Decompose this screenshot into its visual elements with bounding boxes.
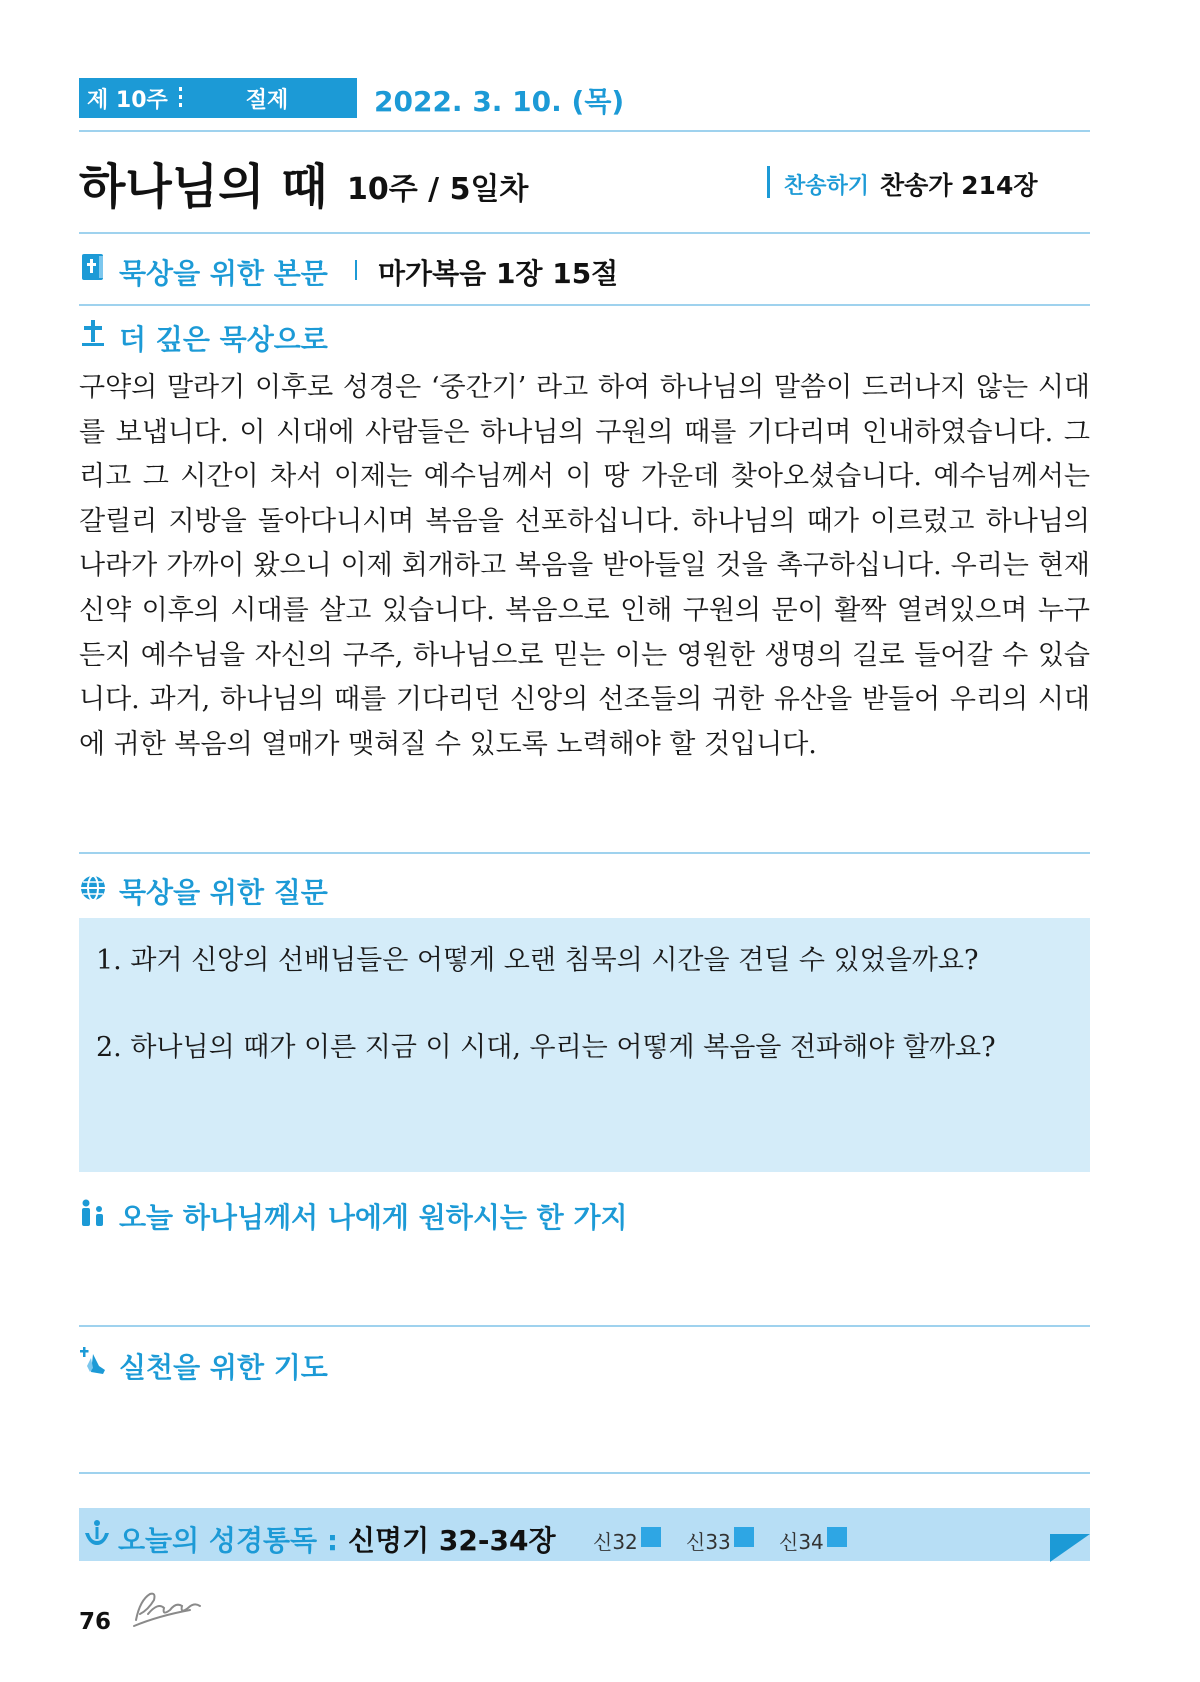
passage-label: 묵상을 위한 본문 bbox=[119, 257, 328, 290]
season-label: 절제 bbox=[245, 87, 289, 113]
reading-check-label: 신34 bbox=[779, 1530, 824, 1554]
people-icon bbox=[79, 1198, 107, 1228]
divider bbox=[79, 232, 1090, 234]
divider bbox=[79, 304, 1090, 306]
page-title: 하나님의 때 bbox=[79, 159, 328, 215]
questions-box bbox=[79, 918, 1090, 1172]
question-item: 1. 과거 신앙의 선배님들은 어떻게 오랜 침묵의 시간을 견딜 수 있었을까요? bbox=[96, 945, 979, 976]
divider bbox=[79, 130, 1090, 132]
corner-fold-icon bbox=[1050, 1534, 1090, 1562]
reading-label: 오늘의 성경통독 : bbox=[118, 1524, 339, 1557]
meditation-text: 구약의 말라기 이후로 성경은 ‘중간기’ 라고 하여 하나님의 말씀이 드러나지 않는 시대를 보냅니다. 이 시대에 사람들은 하나님의 구원의 때를 기다리며 인내하였습니다. 그리고 그 시간이 차서 이제는 예수님께서 이 땅 가운데 찾아오셨습니다. 예수님께서는 갈릴리 지방을 돌아다니시며 복음을 선포하십니다. 하나님의 때가 이르렀고 하나님의 나라가 가까이 왔으니 이제 회개하고 복음을 받아들일 것을 촉구하십니다. 우리는 현재 신약 이후의 시대를 살고 있습니다. 복음으로 인해 구원의 문이 활짝 열려있으며 누구든지 예수님을 자신의 구주, 하나님으로 믿는 이는 영원한 생명의 길로 들어갈 수 있습니다. 과거, 하나님의 때를 기다리던 신앙의 선조들의 귀한 유산을 받들어 우리의 시대에 귀한 복음의 열매가 맺혀질 수 있도록 노력해야 할 것입니다. bbox=[79, 372, 1090, 760]
question-item: 2. 하나님의 때가 이른 지금 이 시대, 우리는 어떻게 복음을 전파해야 할까요? bbox=[96, 1032, 996, 1063]
passage-divider bbox=[355, 260, 357, 280]
hymn-label: 찬송하기 bbox=[784, 174, 870, 199]
passage-reference: 마가복음 1장 15절 bbox=[378, 257, 619, 290]
questions-label: 묵상을 위한 질문 bbox=[119, 876, 328, 909]
divider bbox=[79, 1472, 1090, 1474]
signature-logo bbox=[128, 1580, 208, 1634]
reading-checkbox[interactable] bbox=[827, 1527, 847, 1547]
praying-hands-icon bbox=[79, 1346, 107, 1376]
globe-icon bbox=[79, 873, 107, 903]
reading-checkbox[interactable] bbox=[641, 1527, 661, 1547]
reading-value: 신명기 32-34장 bbox=[348, 1524, 556, 1557]
date-label: 2022. 3. 10. (목) bbox=[374, 85, 625, 118]
hymn-value: 찬송가 214장 bbox=[880, 171, 1038, 200]
week-badge bbox=[79, 78, 357, 118]
divider bbox=[79, 852, 1090, 854]
week-label: 제 10주 bbox=[87, 87, 168, 113]
cross-icon bbox=[79, 318, 107, 348]
hymn-divider bbox=[767, 166, 770, 198]
reading-check-label: 신32 bbox=[593, 1530, 638, 1554]
page-subtitle: 10주 / 5일차 bbox=[347, 172, 529, 207]
meditation-label: 더 깊은 묵상으로 bbox=[119, 323, 328, 356]
dotted-divider bbox=[175, 85, 189, 111]
prayer-label: 실천을 위한 기도 bbox=[119, 1351, 328, 1384]
reading-person-icon bbox=[83, 1519, 111, 1549]
bible-icon bbox=[79, 252, 107, 282]
reading-checkbox[interactable] bbox=[734, 1527, 754, 1547]
divider bbox=[79, 1325, 1090, 1327]
page-number: 76 bbox=[79, 1609, 112, 1635]
reading-check-label: 신33 bbox=[686, 1530, 731, 1554]
one-thing-label: 오늘 하나님께서 나에게 원하시는 한 가지 bbox=[119, 1201, 628, 1234]
